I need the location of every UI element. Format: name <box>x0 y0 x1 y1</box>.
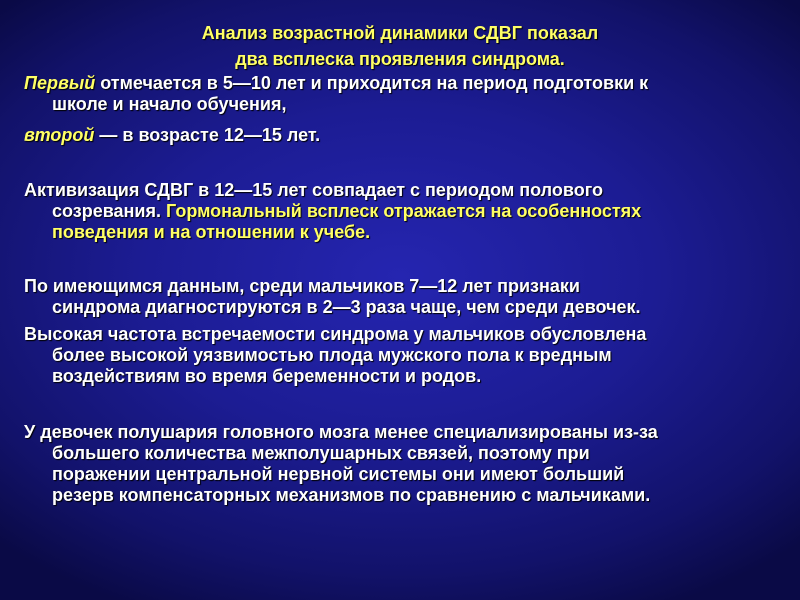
girls-line4: резерв компенсаторных механизмов по сравнению с мальчиками. <box>52 485 651 505</box>
paragraph-first-surge <box>24 73 776 115</box>
emphasis-second: второй <box>24 125 95 145</box>
first-surge-text-cont: школе и начало обучения, <box>52 94 287 114</box>
paragraph-prevalence <box>24 276 776 318</box>
emphasis-first: Первый <box>24 73 96 93</box>
paragraph-boys-vulnerability <box>24 324 776 387</box>
activation-line1: Активизация СДВГ в 12—15 лет совпадает с периодом полового <box>24 180 603 200</box>
vulnerability-line3: воздействиям во время беременности и родов. <box>52 366 482 386</box>
paragraph-girls-compensation <box>24 422 776 506</box>
prevalence-line2: синдрома диагностируются в 2—3 раза чаще, чем среди девочек. <box>52 297 641 317</box>
activation-line2 <box>24 201 776 222</box>
girls-line3: поражении центральной нервной системы они имеют больший <box>52 464 625 484</box>
paragraph-second-surge <box>24 125 776 146</box>
slide-title-line1: Анализ возрастной динамики СДВГ показал <box>201 23 599 43</box>
girls-line2: большего количества межполушарных связей, поэтому при <box>52 443 590 463</box>
vulnerability-line2: более высокой уязвимостью плода мужского пола к вредным <box>52 345 612 365</box>
prevalence-line1: По имеющимся данным, среди мальчиков 7—12 лет признаки <box>24 276 580 296</box>
paragraph-activation <box>24 180 776 243</box>
first-surge-text: отмечается в 5—10 лет и приходится на период подготовки к <box>95 73 649 93</box>
girls-line1: У девочек полушария головного мозга менее специализированы из-за <box>24 422 658 442</box>
hormonal-surge-text-cont: поведения и на отношении к учебе. <box>52 222 371 242</box>
second-surge-text: — в возрасте 12—15 лет. <box>94 125 321 145</box>
vulnerability-line1: Высокая частота встречаемости синдрома у мальчиков обусловлена <box>24 324 647 344</box>
slide-title-line2: два всплеска проявления синдрома. <box>235 49 565 69</box>
activation-line2-white: созревания. <box>52 201 167 221</box>
hormonal-surge-text: Гормональный всплеск отражается на особенностях <box>166 201 642 221</box>
